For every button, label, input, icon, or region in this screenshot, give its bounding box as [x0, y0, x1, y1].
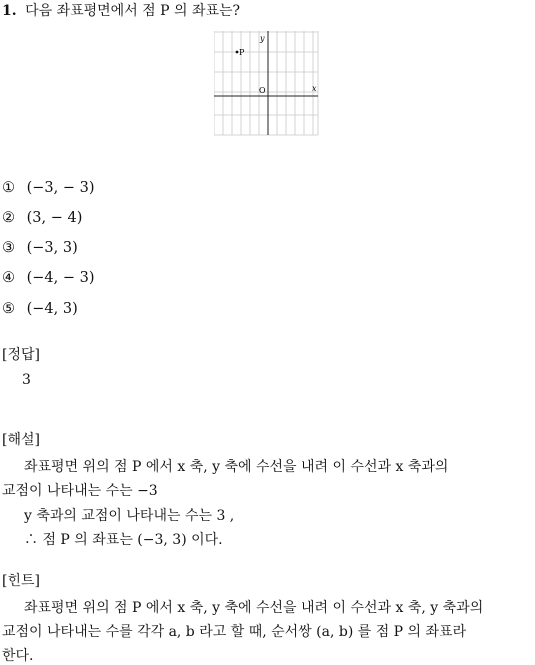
choice-1[interactable]: [2, 180, 95, 196]
choice-1-text: (−3, − 3): [26, 180, 95, 196]
answer-value: 3: [22, 372, 31, 388]
choice-2-mark: ②: [2, 210, 15, 226]
choice-5-text: (−4, 3): [26, 301, 78, 317]
hint-label: [힌트]: [2, 573, 40, 589]
hint-line-2: 교점이 나타내는 수를 각각 a, b 라고 할 때, 순서쌍 (a, b) 를 점 P 의 좌표라: [2, 624, 467, 640]
origin-label: O: [259, 86, 266, 95]
choice-5-mark: ⑤: [2, 301, 15, 317]
question-text: 다음 좌표평면에서 점 P 의 좌표는?: [25, 3, 241, 19]
choice-2[interactable]: [2, 210, 82, 226]
explanation-line-4: ∴ 점 P 의 좌표는 (−3, 3) 이다.: [24, 532, 223, 548]
explanation-label: [해설]: [2, 432, 40, 448]
x-axis-label: x: [312, 84, 317, 93]
question-number: 1.: [2, 3, 17, 19]
choice-4[interactable]: [2, 270, 95, 286]
question-title: [2, 0, 240, 20]
explanation-line-3: y 축과의 교점이 나타내는 수는 3 ,: [24, 508, 235, 524]
explanation-line-2: 교점이 나타내는 수는 −3: [2, 483, 158, 499]
choice-3-mark: ③: [2, 240, 15, 256]
choice-4-text: (−4, − 3): [26, 270, 95, 286]
choice-1-mark: ①: [2, 180, 15, 196]
choice-4-mark: ④: [2, 270, 15, 286]
choice-5[interactable]: [2, 301, 78, 317]
hint-line-3: 한다.: [2, 648, 34, 664]
choice-3-text: (−3, 3): [26, 240, 78, 256]
hint-line-1: 좌표평면 위의 점 P 에서 x 축, y 축에 수선을 내려 이 수선과 x 축, y 축과의: [24, 600, 484, 616]
explanation-line-1: 좌표평면 위의 점 P 에서 x 축, y 축에 수선을 내려 이 수선과 x 축과의: [24, 459, 449, 475]
y-axis-label: y: [260, 34, 265, 43]
coordinate-plane: [214, 31, 322, 139]
choice-2-text: (3, − 4): [26, 210, 83, 226]
point-p-label: P: [239, 48, 245, 57]
answer-label: [정답]: [2, 347, 40, 363]
choice-3[interactable]: [2, 240, 78, 256]
grid-lines: [214, 31, 318, 135]
point-p-marker: [236, 51, 239, 54]
